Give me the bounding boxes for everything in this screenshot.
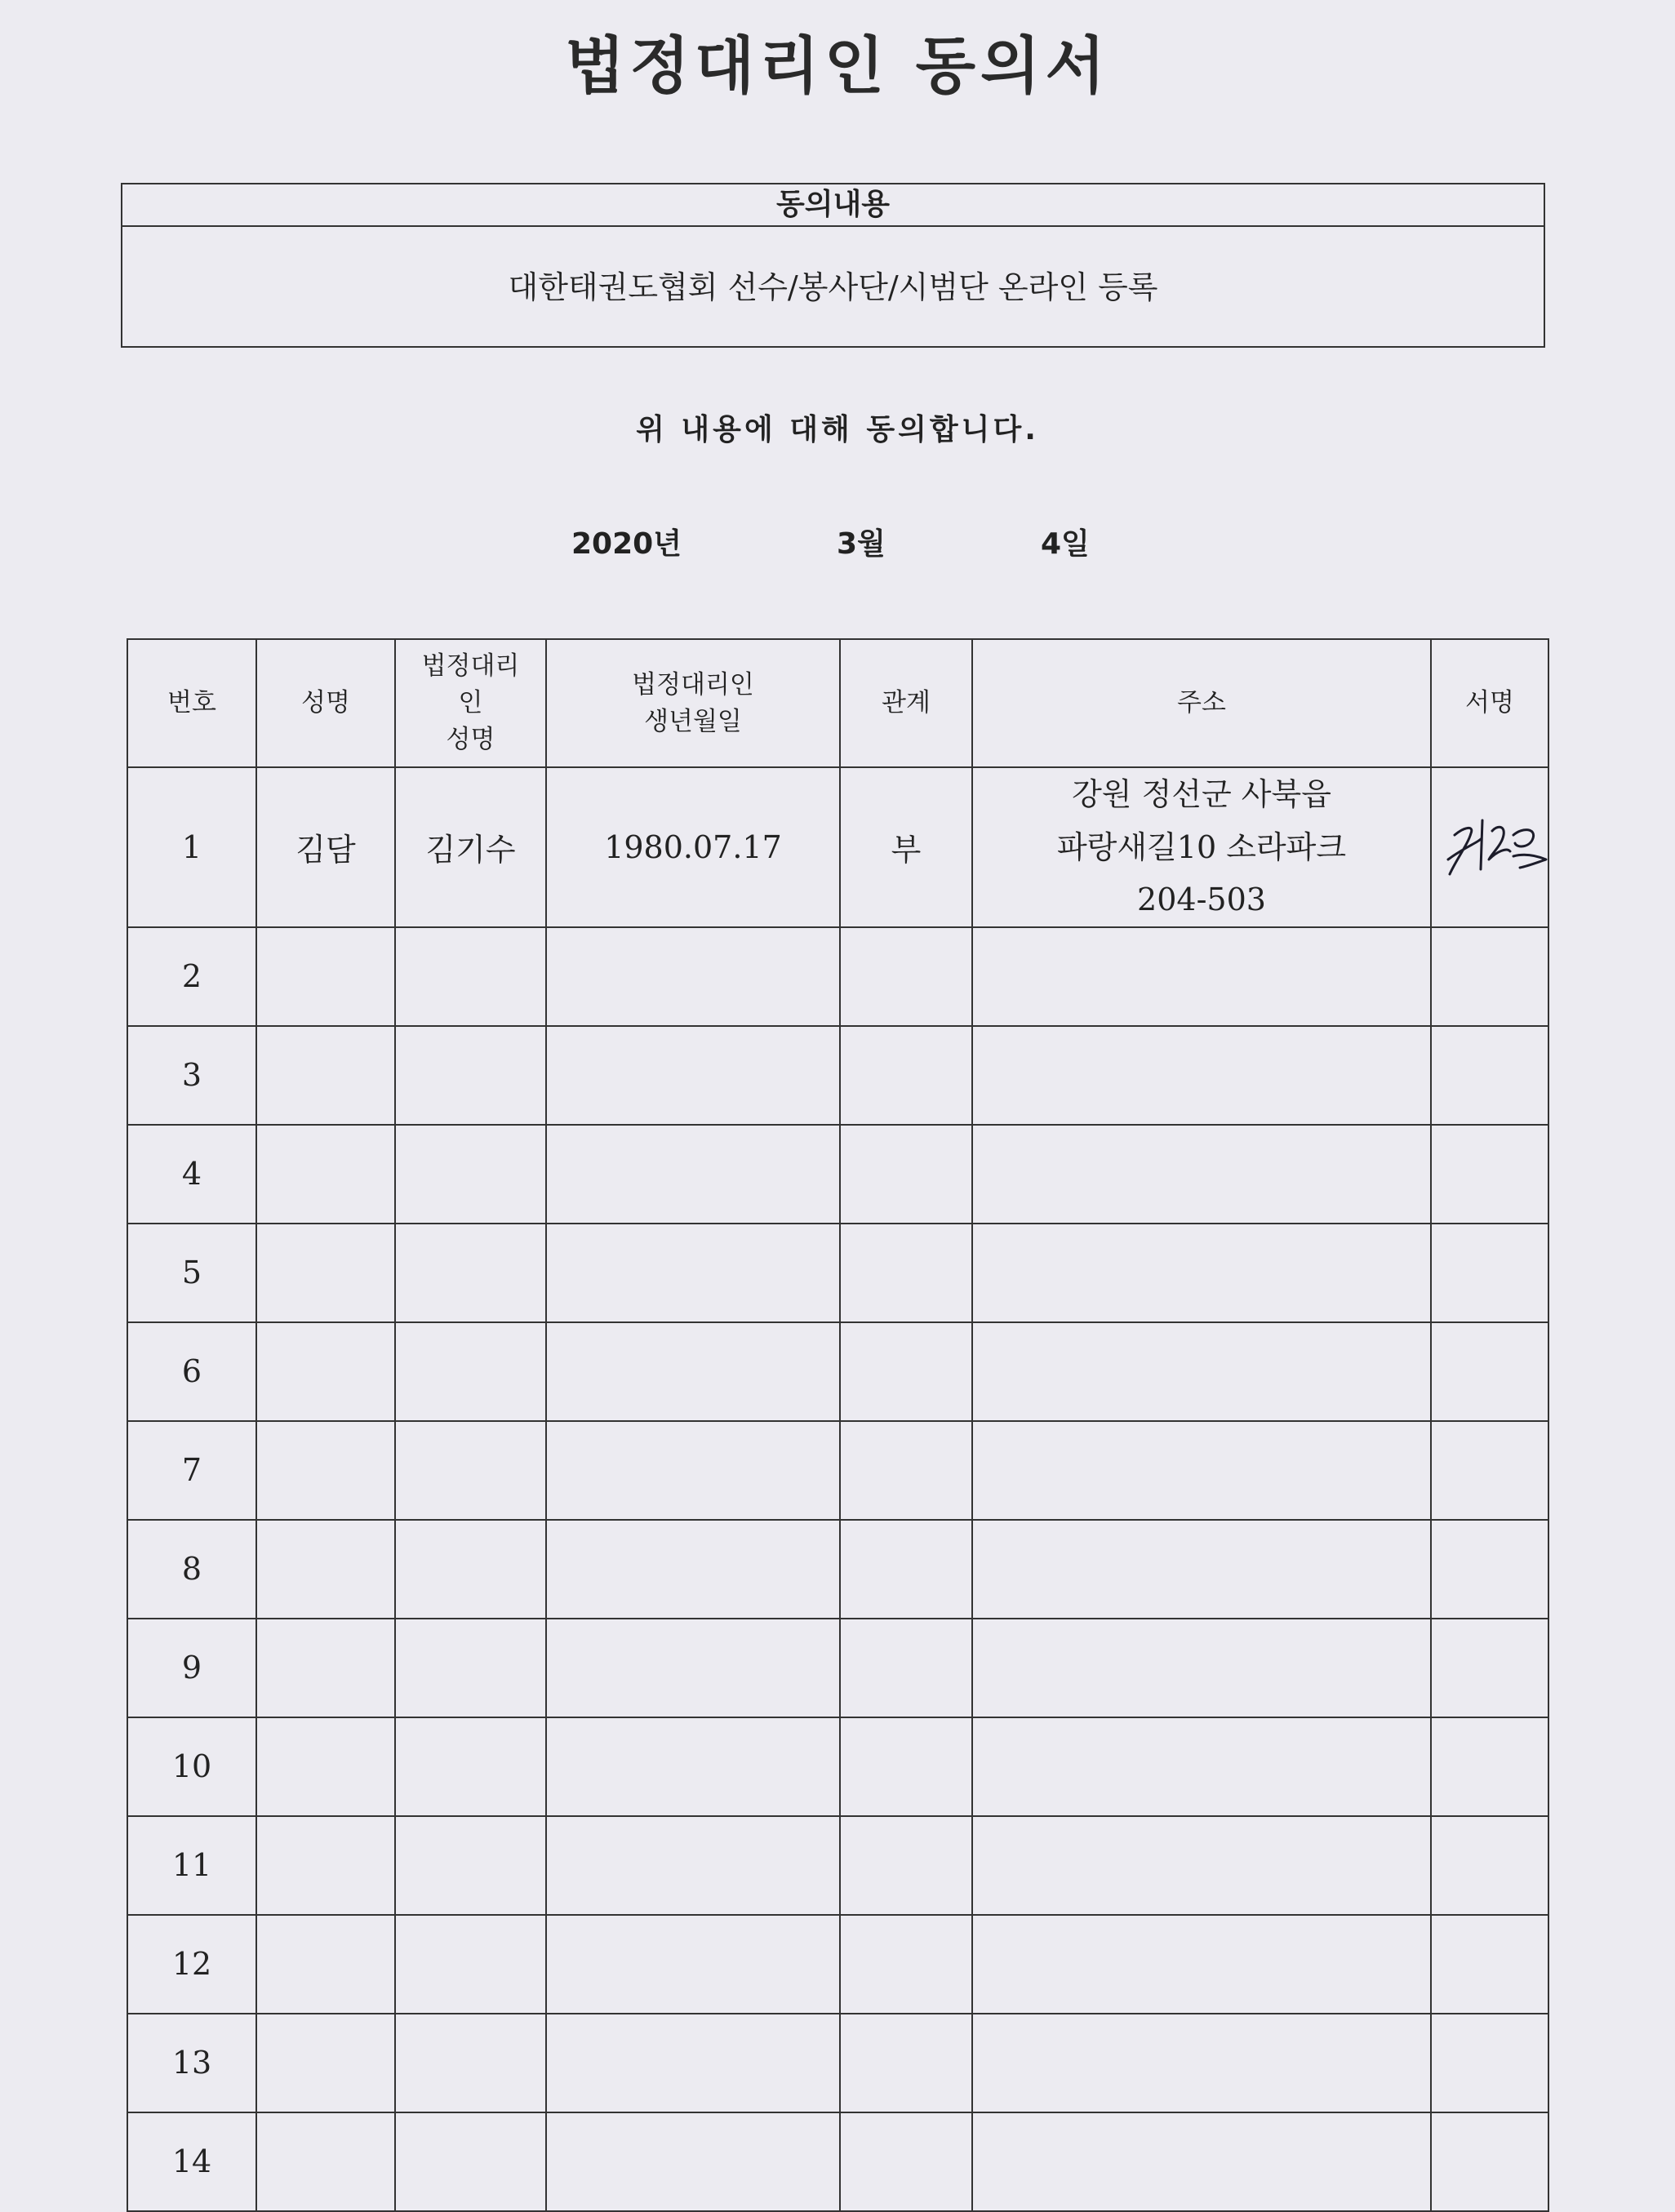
consent-content: 대한태권도협회 선수/봉사단/시범단 온라인 등록: [508, 269, 1158, 305]
header-guardian-birth-line: 생년월일: [644, 706, 742, 736]
cell-address: [972, 1026, 1431, 1125]
table-row: [127, 767, 1548, 927]
header-relation: 관계: [840, 639, 972, 767]
cell-guardian-name: [395, 2014, 546, 2112]
cell-address: [972, 2112, 1431, 2211]
date-year: 2020년: [571, 527, 682, 561]
cell-name: [256, 1520, 395, 1619]
cell-number: 4: [127, 1125, 256, 1224]
cell-name: [256, 1717, 395, 1816]
cell-address: [972, 1125, 1431, 1224]
table-row: [127, 1224, 1548, 1322]
cell-guardian-name: [395, 1915, 546, 2014]
cell-number: 13: [127, 2014, 256, 2112]
cell-number: 1: [127, 767, 256, 927]
table-row: [127, 1915, 1548, 2014]
cell-guardian-birth: 1980.07.17: [546, 767, 840, 927]
agreement-statement: 위 내용에 대해 동의합니다.: [636, 413, 1039, 446]
cell-guardian-name: [395, 1026, 546, 1125]
handwritten-signature: [1432, 802, 1554, 892]
cell-guardian-name: [395, 1322, 546, 1421]
cell-signature: [1431, 1421, 1548, 1520]
table-row: [127, 1026, 1548, 1125]
cell-relation: [840, 1322, 972, 1421]
cell-guardian-birth: [546, 1520, 840, 1619]
document-title: 법정대리인 동의서: [565, 29, 1110, 102]
cell-number: 11: [127, 1816, 256, 1915]
cell-relation: [840, 1421, 972, 1520]
cell-name: [256, 1026, 395, 1125]
cell-relation: [840, 1125, 972, 1224]
table-row: [127, 2112, 1548, 2211]
table-header-row: [127, 639, 1548, 767]
cell-name: [256, 1224, 395, 1322]
cell-signature: [1431, 1816, 1548, 1915]
consent-box: [121, 183, 1545, 348]
cell-address: [972, 1915, 1431, 2014]
cell-guardian-birth: [546, 1816, 840, 1915]
header-number: 번호: [127, 639, 256, 767]
cell-relation: [840, 2112, 972, 2211]
cell-number: 14: [127, 2112, 256, 2211]
cell-guardian-birth: [546, 1915, 840, 2014]
address-line: 204-503: [1137, 882, 1266, 918]
header-guardian-birth-line: 법정대리인: [632, 669, 754, 700]
cell-name: [256, 1125, 395, 1224]
cell-number: 7: [127, 1421, 256, 1520]
address-line: 강원 정선군 사북읍: [1072, 776, 1331, 812]
cell-guardian-name: [395, 1520, 546, 1619]
cell-signature: [1431, 2112, 1548, 2211]
table-row: [127, 1125, 1548, 1224]
cell-relation: [840, 1619, 972, 1717]
cell-relation: [840, 1717, 972, 1816]
cell-signature: [1431, 927, 1548, 1026]
cell-guardian-name: [395, 2112, 546, 2211]
date-day: 4일: [1041, 527, 1090, 561]
cell-name: [256, 1816, 395, 1915]
cell-guardian-birth: [546, 1125, 840, 1224]
cell-signature: [1431, 1717, 1548, 1816]
cell-number: 10: [127, 1717, 256, 1816]
cell-address: [972, 927, 1431, 1026]
cell-relation: 부: [840, 767, 972, 927]
cell-address: [972, 767, 1431, 927]
cell-signature: [1431, 1026, 1548, 1125]
cell-address: [972, 1421, 1431, 1520]
header-guardian-name-line: 성명: [446, 724, 495, 754]
cell-guardian-name: 김기수: [395, 767, 546, 927]
cell-guardian-birth: [546, 2112, 840, 2211]
header-signature: 서명: [1431, 639, 1548, 767]
cell-signature: [1431, 1619, 1548, 1717]
cell-name: [256, 1322, 395, 1421]
header-address: 주소: [972, 639, 1431, 767]
cell-signature: [1431, 1224, 1548, 1322]
cell-number: 12: [127, 1915, 256, 2014]
header-guardian-birth: [546, 639, 840, 767]
cell-signature: [1431, 1520, 1548, 1619]
cell-guardian-birth: [546, 1322, 840, 1421]
date-month: 3월: [837, 527, 886, 561]
cell-guardian-birth: [546, 1619, 840, 1717]
cell-name: [256, 1421, 395, 1520]
header-guardian-name-line: 법정대리: [421, 651, 520, 682]
cell-address: [972, 1619, 1431, 1717]
guardian-table: [127, 638, 1549, 2212]
table-row: [127, 1322, 1548, 1421]
cell-guardian-birth: [546, 2014, 840, 2112]
cell-name: [256, 2014, 395, 2112]
cell-name: [256, 1915, 395, 2014]
cell-guardian-birth: [546, 1026, 840, 1125]
cell-signature: [1431, 1915, 1548, 2014]
cell-address: [972, 2014, 1431, 2112]
cell-number: 3: [127, 1026, 256, 1125]
header-guardian-name: [395, 639, 546, 767]
cell-guardian-birth: [546, 1224, 840, 1322]
cell-relation: [840, 1816, 972, 1915]
cell-signature: [1431, 1322, 1548, 1421]
table-row: [127, 2014, 1548, 2112]
header-guardian-name-line: 인: [458, 688, 483, 718]
cell-guardian-name: [395, 1619, 546, 1717]
cell-relation: [840, 1915, 972, 2014]
cell-guardian-birth: [546, 1421, 840, 1520]
cell-relation: [840, 2014, 972, 2112]
cell-number: 8: [127, 1520, 256, 1619]
header-name: 성명: [256, 639, 395, 767]
cell-guardian-name: [395, 927, 546, 1026]
cell-guardian-birth: [546, 927, 840, 1026]
cell-name: [256, 927, 395, 1026]
cell-address: [972, 1224, 1431, 1322]
cell-name: 김담: [256, 767, 395, 927]
cell-signature: [1431, 2014, 1548, 2112]
cell-guardian-name: [395, 1816, 546, 1915]
cell-number: 5: [127, 1224, 256, 1322]
cell-guardian-name: [395, 1224, 546, 1322]
address-line: 파랑새길10 소라파크: [1056, 828, 1347, 865]
table-row: [127, 1421, 1548, 1520]
cell-address: [972, 1816, 1431, 1915]
cell-relation: [840, 1026, 972, 1125]
consent-header: 동의내용: [122, 184, 1544, 227]
cell-relation: [840, 1224, 972, 1322]
cell-number: 2: [127, 927, 256, 1026]
cell-number: 6: [127, 1322, 256, 1421]
table-row: [127, 1717, 1548, 1816]
cell-relation: [840, 927, 972, 1026]
cell-name: [256, 2112, 395, 2211]
cell-address: [972, 1322, 1431, 1421]
cell-number: 9: [127, 1619, 256, 1717]
cell-guardian-name: [395, 1421, 546, 1520]
table-row: [127, 1619, 1548, 1717]
cell-guardian-name: [395, 1125, 546, 1224]
cell-signature: [1431, 767, 1548, 927]
table-row: [127, 1816, 1548, 1915]
table-row: [127, 927, 1548, 1026]
cell-signature: [1431, 1125, 1548, 1224]
cell-address: [972, 1717, 1431, 1816]
cell-guardian-birth: [546, 1717, 840, 1816]
cell-guardian-name: [395, 1717, 546, 1816]
table-row: [127, 1520, 1548, 1619]
cell-relation: [840, 1520, 972, 1619]
cell-name: [256, 1619, 395, 1717]
cell-address: [972, 1520, 1431, 1619]
